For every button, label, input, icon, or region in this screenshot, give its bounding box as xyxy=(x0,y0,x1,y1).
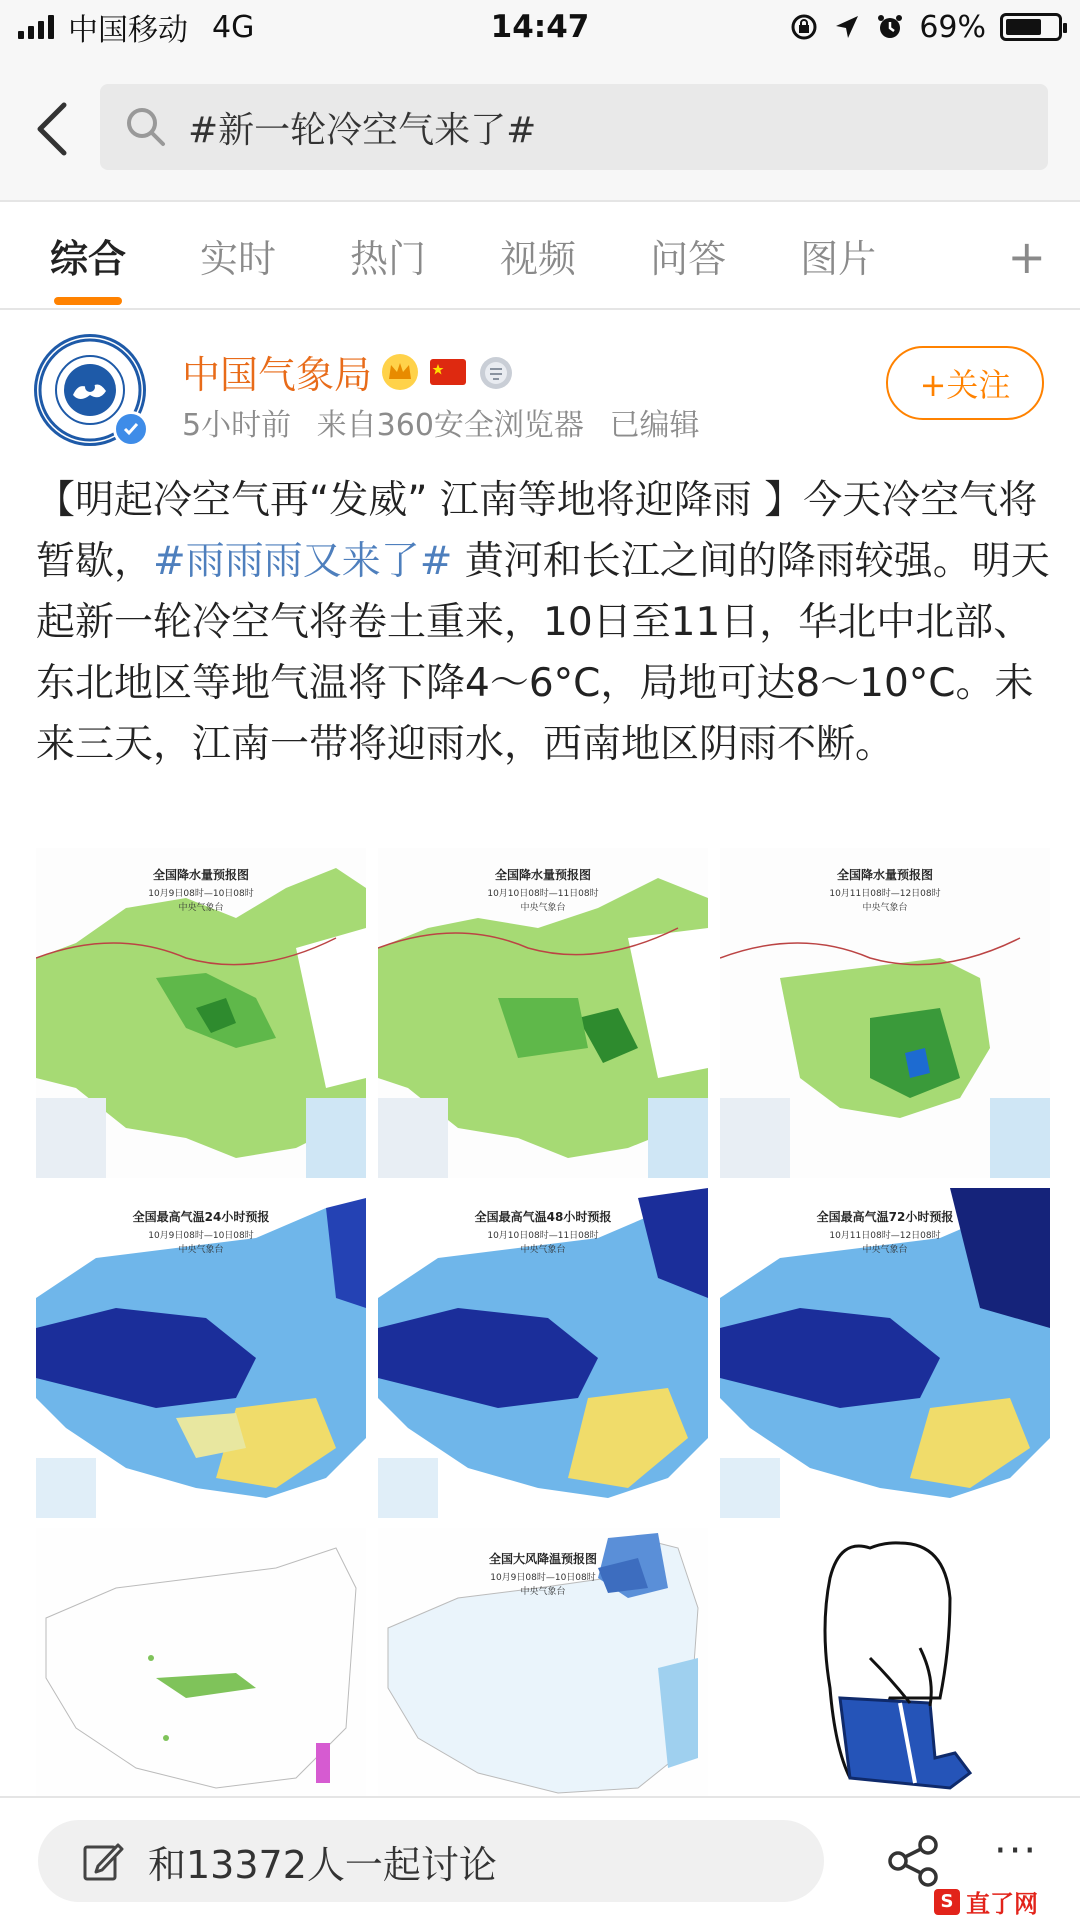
map-title: 全国最高气温72小时预报 xyxy=(816,1210,954,1224)
map-org: 中央气象台 xyxy=(178,1245,224,1255)
hashtag-link[interactable]: #雨雨雨又来了# xyxy=(153,539,453,584)
network-type: 4G xyxy=(212,9,255,45)
search-icon xyxy=(122,103,170,151)
map-title: 全国最高气温48小时预报 xyxy=(474,1210,612,1224)
status-bar xyxy=(0,0,1080,54)
verified-icon xyxy=(113,411,149,447)
map-org: 中央气象台 xyxy=(862,1245,908,1255)
post-text-part1: 【明起冷空气再“发威” 江南等地将迎降雨 】今天冷空气将暂歇， xyxy=(36,478,1038,584)
temp-map-image-1[interactable] xyxy=(36,1188,366,1518)
map-org: 中央气象台 xyxy=(520,1587,566,1597)
china-flag-icon xyxy=(428,352,468,392)
temp-map-image-2[interactable] xyxy=(378,1188,708,1518)
map-period: 10月9日08时—10日08时 xyxy=(490,1573,596,1583)
post-edited: 已编辑 xyxy=(609,408,700,443)
search-input[interactable] xyxy=(100,84,1048,170)
post-content xyxy=(36,470,1050,775)
author-name[interactable]: 中国气象局 xyxy=(182,353,373,397)
map-period: 10月10日08时—11日08时 xyxy=(487,889,599,899)
post-meta xyxy=(182,400,715,444)
map-title: 全国大风降温预报图 xyxy=(488,1552,597,1566)
map-image-7[interactable] xyxy=(36,1528,366,1798)
map-title: 全国降水量预报图 xyxy=(836,868,933,882)
map-org: 中央气象台 xyxy=(520,903,566,913)
tab-realtime[interactable]: 实时 xyxy=(200,236,277,281)
post-text-part2: 黄河和长江之间的降雨较强。明天起新一轮冷空气将卷土重来，10日至11日，华北中北部、东北地区等地气温将下降4～6°C，局地可达8～10°C。未来三天，江南一带将迎雨水，西南地区阴雨不断。 xyxy=(36,539,1050,767)
cartoon-image[interactable] xyxy=(720,1528,1050,1798)
battery-percent: 69% xyxy=(919,9,986,45)
share-icon[interactable] xyxy=(886,1834,940,1888)
edit-icon xyxy=(82,1840,124,1882)
tab-bar xyxy=(0,202,1080,308)
add-tab-button[interactable]: + xyxy=(1007,230,1046,284)
signal-icon xyxy=(18,15,54,39)
crown-badge-icon xyxy=(380,352,420,392)
carrier-name: 中国移动 xyxy=(68,13,188,48)
map-period: 10月11日08时—12日08时 xyxy=(829,889,941,899)
discuss-input[interactable] xyxy=(38,1820,824,1902)
rain-map-image-3[interactable] xyxy=(720,848,1050,1178)
temp-map-image-3[interactable] xyxy=(720,1188,1050,1518)
map-period: 10月9日08时—10日08时 xyxy=(148,1231,254,1241)
map-org: 中央气象台 xyxy=(178,903,224,913)
map-org: 中央气象台 xyxy=(520,1245,566,1255)
map-period: 10月11日08时—12日08时 xyxy=(829,1231,941,1241)
post-source: 来自360安全浏览器 xyxy=(316,408,584,443)
map-title: 全国最高气温24小时预报 xyxy=(132,1210,270,1224)
medal-badge-icon xyxy=(476,352,516,392)
rotation-lock-icon xyxy=(789,12,819,42)
rain-map-image-1[interactable] xyxy=(36,848,366,1178)
bottom-bar xyxy=(0,1796,1080,1920)
status-time: 14:47 xyxy=(490,9,590,45)
location-icon xyxy=(833,13,861,41)
map-title: 全国降水量预报图 xyxy=(494,868,591,882)
search-header xyxy=(0,54,1080,200)
chevron-left-icon xyxy=(34,101,70,157)
discuss-label: 和13372人一起讨论 xyxy=(148,1842,497,1887)
map-org: 中央气象台 xyxy=(862,903,908,913)
avatar[interactable] xyxy=(34,334,146,446)
author-row xyxy=(182,344,516,399)
tabs-divider xyxy=(0,308,1080,310)
battery-icon xyxy=(1000,13,1062,41)
tab-qa[interactable]: 问答 xyxy=(650,236,727,281)
watermark-logo-icon: S xyxy=(934,1889,960,1915)
tab-hot[interactable]: 热门 xyxy=(350,236,427,281)
follow-button[interactable]: +关注 xyxy=(886,346,1044,420)
search-query: #新一轮冷空气来了# xyxy=(188,109,537,151)
map-period: 10月10日08时—11日08时 xyxy=(487,1231,599,1241)
map-title: 全国降水量预报图 xyxy=(152,868,249,882)
tab-comprehensive[interactable]: 综合 xyxy=(50,228,126,283)
alarm-icon xyxy=(875,12,905,42)
watermark-text: 直了网 xyxy=(966,1890,1038,1918)
tab-video[interactable]: 视频 xyxy=(500,236,577,281)
map-period: 10月9日08时—10日08时 xyxy=(148,889,254,899)
watermark xyxy=(934,1884,1038,1919)
wind-map-image[interactable] xyxy=(378,1528,708,1798)
back-button[interactable] xyxy=(22,94,82,164)
rain-map-image-2[interactable] xyxy=(378,848,708,1178)
more-button[interactable]: ··· xyxy=(994,1828,1039,1874)
post-time: 5小时前 xyxy=(182,408,292,443)
tab-pictures[interactable]: 图片 xyxy=(800,236,877,281)
